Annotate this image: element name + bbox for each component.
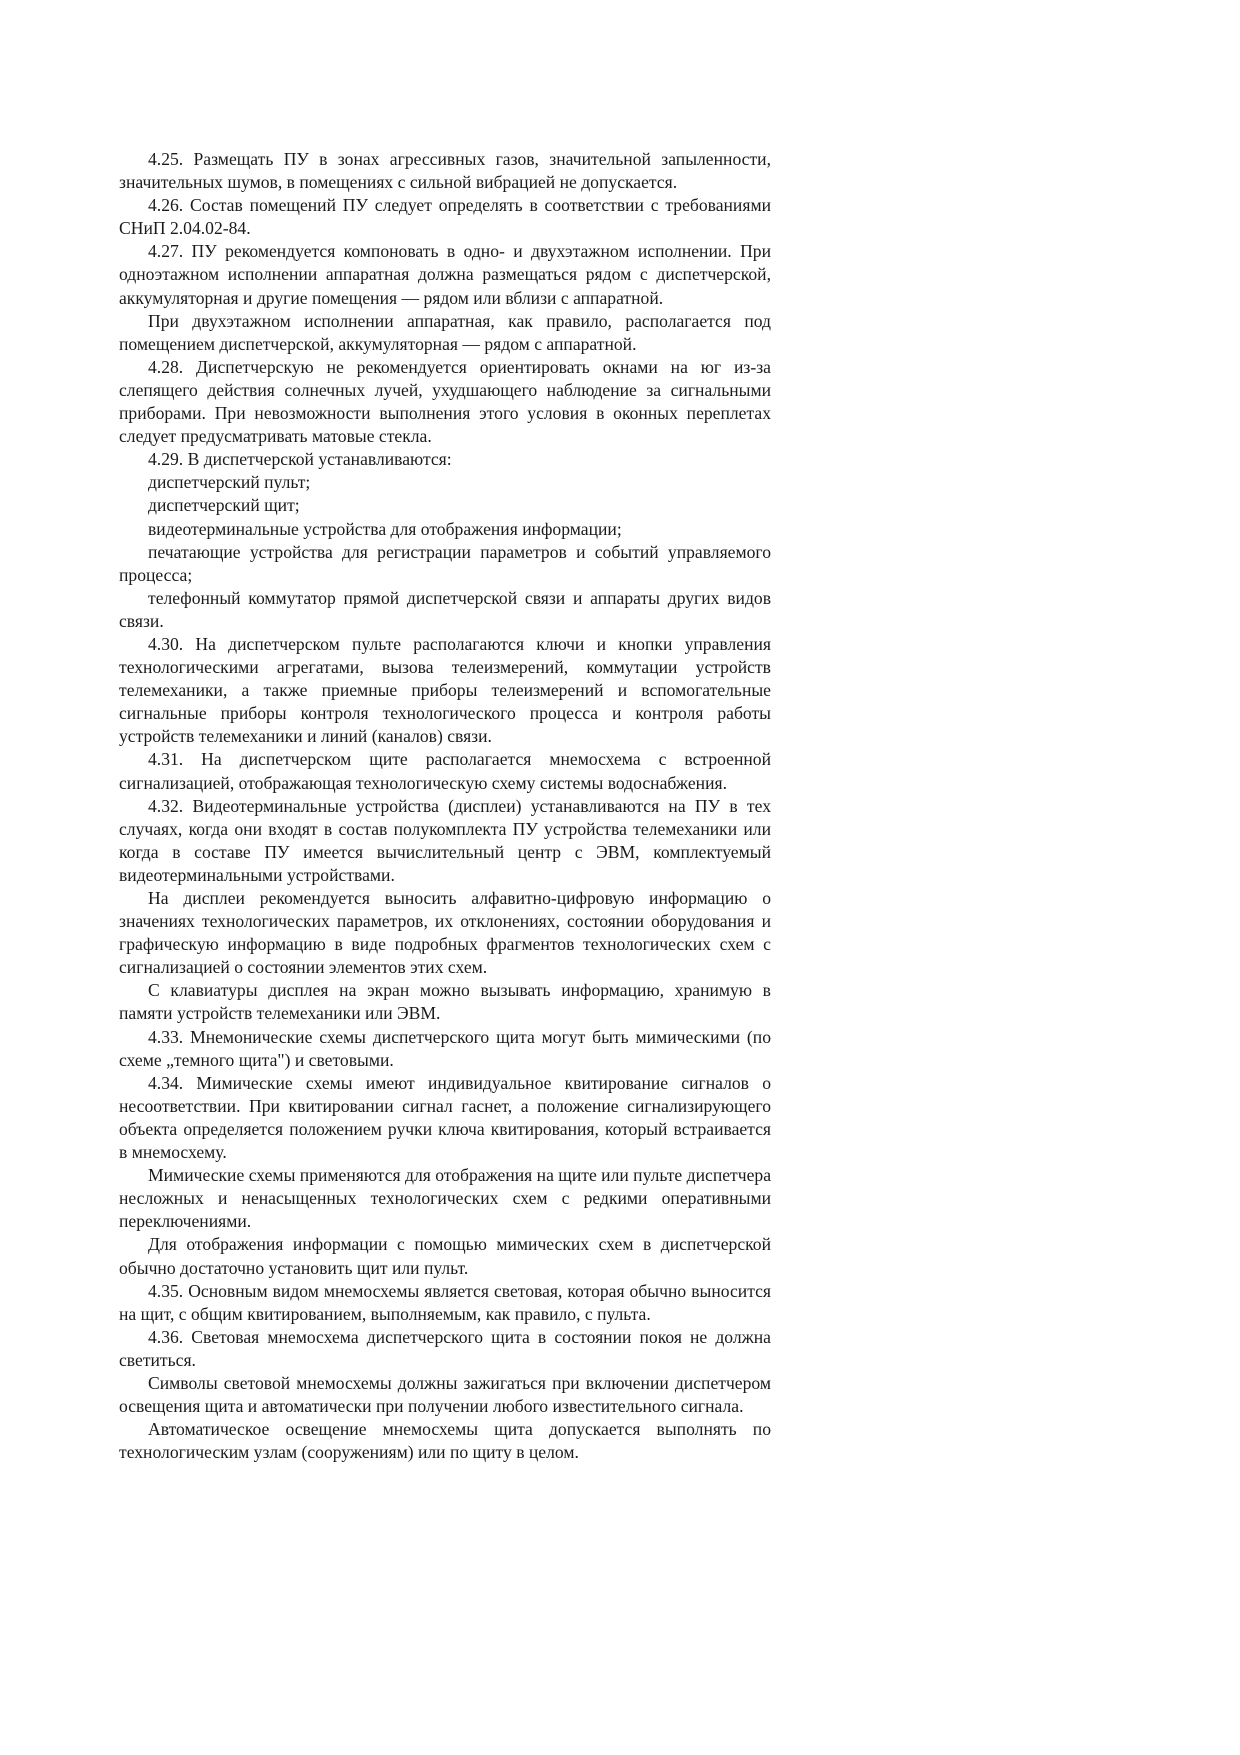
paragraph-4-32-cont-1: На дисплеи рекомендуется выносить алфавитно-цифровую информацию о значениях технологических параметров, их отклонениях, состоянии оборудования и графическую информацию в виде подробных фрагментов технологических схем с сигнализацией о состоянии элементов этих схем. — [119, 888, 771, 978]
paragraph-4-32-cont-2: С клавиатуры дисплея на экран можно вызывать информацию, хранимую в памяти устройств телемеханики или ЭВМ. — [119, 980, 771, 1024]
paragraph-4-34-cont-2: Для отображения информации с помощью мимических схем в диспетчерской обычно достаточно установить щит или пульт. — [119, 1234, 771, 1278]
list-item: диспетчерский щит; — [148, 495, 300, 516]
paragraph-4-28: 4.28. Диспетчерскую не рекомендуется ориентировать окнами на юг из-за слепящего действия солнечных лучей, ухудшающего наблюдение за сигнальными приборами. При невозможности выполнения этого условия в оконных переплетах следует предусматривать матовые стекла. — [119, 356, 771, 447]
paragraph-4-34-cont-1: Мимические схемы применяются для отображения на щите или пульте диспетчера несложных и ненасыщенных технологических схем с редкими оперативными переключениями. — [119, 1165, 771, 1232]
document-body — [119, 148, 771, 1464]
paragraph-4-36-cont-1: Символы световой мнемосхемы должны зажигаться при включении диспетчером освещения щита и автоматически при получении любого известительного сигнала. — [119, 1372, 771, 1417]
paragraph-4-33: 4.33. Мнемонические схемы диспетчерского щита могут быть мимическими (по схеме „темного щита") и световыми. — [119, 1026, 771, 1070]
paragraph-4-26: 4.26. Состав помещений ПУ следует определять в соответствии с требованиями СНиП 2.04.02-84. — [119, 195, 771, 239]
list-item: видеотерминальные устройства для отображения информации; — [148, 518, 622, 539]
list-item: диспетчерский пульт; — [148, 472, 311, 493]
paragraph-4-27: 4.27. ПУ рекомендуется компоновать в одно- и двухэтажном исполнении. При одноэтажном исполнении аппаратная должна размещаться рядом с диспетчерской, аккумуляторная и другие помещения — рядом или вблизи с аппаратной. — [119, 241, 771, 308]
paragraph-4-36: 4.36. Световая мнемосхема диспетчерского щита в состоянии покоя не должна светиться. — [119, 1326, 771, 1370]
paragraph-4-34: 4.34. Мимические схемы имеют индивидуальное квитирование сигналов о несоответствии. При квитировании сигнал гаснет, а положение сигнализирующего объекта определяется положением ручки ключа квитирования, который встраивается в мнемосхему. — [119, 1072, 771, 1163]
paragraph-4-36-cont-2: Автоматическое освещение мнемосхемы щита допускается выполнять по технологическим узлам (сооружениям) или по щиту в целом. — [119, 1419, 771, 1463]
paragraph-4-31: 4.31. На диспетчерском щите располагается мнемосхема с встроенной сигнализацией, отображающая технологическую схему системы водоснабжения. — [119, 749, 771, 793]
list-item: телефонный коммутатор прямой диспетчерской связи и аппараты других видов связи. — [119, 587, 771, 631]
paragraph-4-27-cont: При двухэтажном исполнении аппаратная, как правило, располагается под помещением диспетчерской, аккумуляторная — рядом с аппаратной. — [119, 310, 771, 354]
paragraph-4-32: 4.32. Видеотерминальные устройства (дисплеи) устанавливаются на ПУ в тех случаях, когда они входят в состав полукомплекта ПУ устройства телемеханики или когда в составе ПУ имеется вычислительный центр с ЭВМ, комплектуемый видеотерминальными устройствами. — [119, 795, 771, 885]
paragraph-4-35: 4.35. Основным видом мнемосхемы является световая, которая обычно выносится на щит, с общим квитированием, выполняемым, как правило, с пульта. — [119, 1280, 771, 1324]
list-item: печатающие устройства для регистрации параметров и событий управляемого процесса; — [119, 541, 771, 585]
paragraph-4-29: 4.29. В диспетчерской устанавливаются: — [148, 449, 452, 470]
paragraph-4-30: 4.30. На диспетчерском пульте располагаются ключи и кнопки управления технологическими агрегатами, вызова телеизмерений, коммутации устройств телемеханики, а также приемные приборы телеизмерений и вспомогательные сигнальные приборы контроля технологического процесса и контроля работы устройств телемеханики и линий (каналов) связи. — [119, 633, 771, 747]
paragraph-4-25: 4.25. Размещать ПУ в зонах агрессивных газов, значительной запыленности, значительных шумов, в помещениях с сильной вибрацией не допускается. — [119, 149, 771, 193]
